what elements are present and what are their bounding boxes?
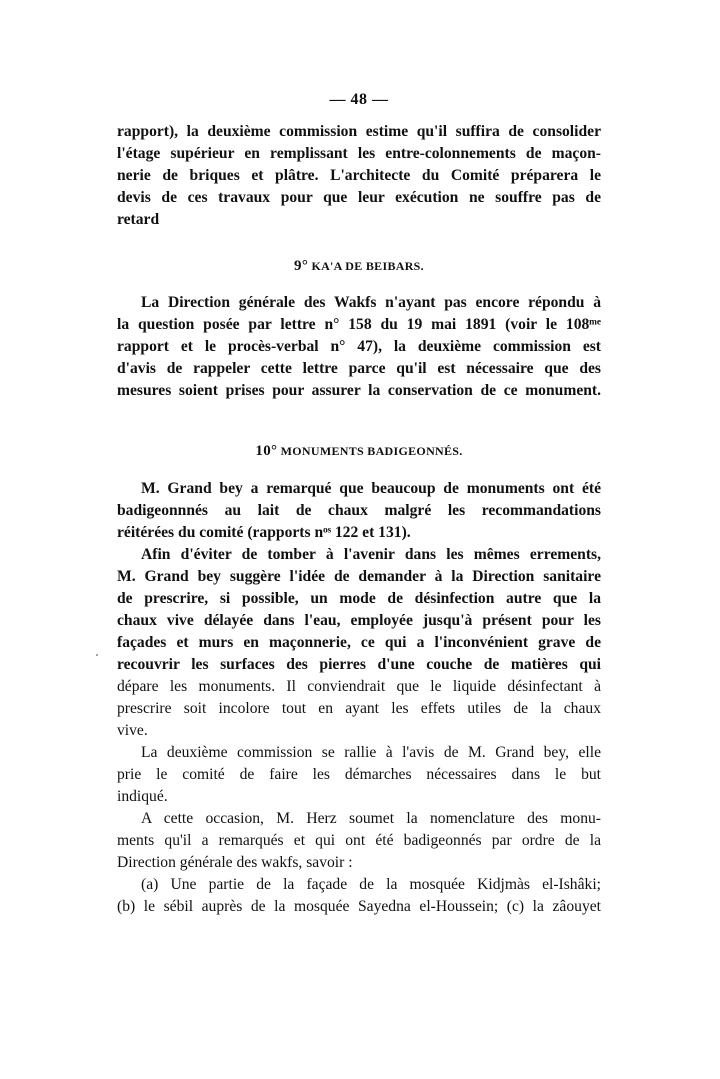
text-line: de prescrire, si possible, un mode de désinfection autre que la	[117, 590, 601, 607]
paragraph-section-9	[117, 292, 601, 402]
paragraph-section-10	[117, 478, 601, 918]
text-line: rapport et le procès-verbal n° 47), la deuxième commission est	[117, 338, 601, 355]
text-line: indiqué.	[117, 788, 168, 805]
text-line: mesures soient prises pour assurer la conservation de ce monument.	[117, 382, 601, 399]
text-line: rapport), la deuxième commission estime qu'il suffira de consolider	[117, 123, 601, 140]
text-line: vive.	[117, 722, 148, 739]
page-number: — 48 —	[329, 91, 389, 108]
section-heading-9	[117, 255, 601, 277]
text-line: prie le comité de faire les démarches nécessaires dans le but	[117, 766, 601, 783]
text-line: La Direction générale des Wakfs n'ayant pas encore répondu à	[141, 294, 601, 311]
text-line: réitérées du comité (rapports nᵒˢ 122 et 131).	[117, 524, 411, 541]
scan-speck	[96, 654, 98, 656]
text-line: nerie de briques et plâtre. L'architecte du Comité préparera le	[117, 167, 601, 184]
text-line: prescrire soit incolore tout en ayant les effets utiles de la chaux	[117, 700, 601, 717]
text-line: l'étage supérieur en remplissant les entre-colonnements de maçon-	[117, 145, 601, 162]
text-line: recouvrir les surfaces des pierres d'une couche de matières qui	[117, 656, 601, 673]
text-line: badigeonnnés au lait de chaux malgré les recommandations	[117, 502, 601, 519]
text-line: A cette occasion, M. Herz soumet la nomenclature des monu-	[141, 810, 601, 827]
text-line: la question posée par lettre n° 158 du 19 mai 1891 (voir le 108ᵐᵉ	[117, 316, 601, 333]
text-line: La deuxième commission se rallie à l'avis de M. Grand bey, elle	[141, 744, 601, 761]
text-line: retard	[117, 211, 160, 228]
section-title: MONUMENTS BADIGEONNÉS.	[280, 444, 463, 458]
section-title: KA'A DE BEIBARS.	[311, 259, 424, 273]
section-heading-10	[117, 440, 601, 462]
text-line: M. Grand bey a remarqué que beaucoup de monuments ont été	[141, 480, 601, 497]
text-line: chaux vive délayée dans l'eau, employée jusqu'à présent pour les	[117, 612, 601, 629]
text-line: ments qu'il a remarqués et qui ont été badigeonnés par ordre de la	[117, 832, 601, 849]
text-line: Afin d'éviter de tomber à l'avenir dans les mêmes errements,	[141, 546, 601, 563]
text-line: devis de ces travaux pour que leur exécution ne souffre pas de	[117, 189, 601, 206]
text-line: M. Grand bey suggère l'idée de demander à la Direction sanitaire	[117, 568, 601, 585]
text-line: Direction générale des wakfs, savoir :	[117, 854, 353, 871]
section-number: 9°	[294, 258, 309, 274]
text-line: (a) Une partie de la façade de la mosquée Kidjmàs el-Ishâki;	[141, 876, 601, 893]
text-line: dépare les monuments. Il conviendrait que le liquide désinfectant à	[117, 678, 601, 695]
text-line: (b) le sébil auprès de la mosquée Sayedna el-Houssein; (c) la zâouyet	[117, 898, 601, 915]
text-line: façades et murs en maçonnerie, ce qui a l'inconvénient grave de	[117, 634, 601, 651]
paragraph-continuation	[117, 121, 601, 231]
section-number: 10°	[255, 443, 278, 459]
text-line: d'avis de rappeler cette lettre parce qu'il est nécessaire que des	[117, 360, 601, 377]
